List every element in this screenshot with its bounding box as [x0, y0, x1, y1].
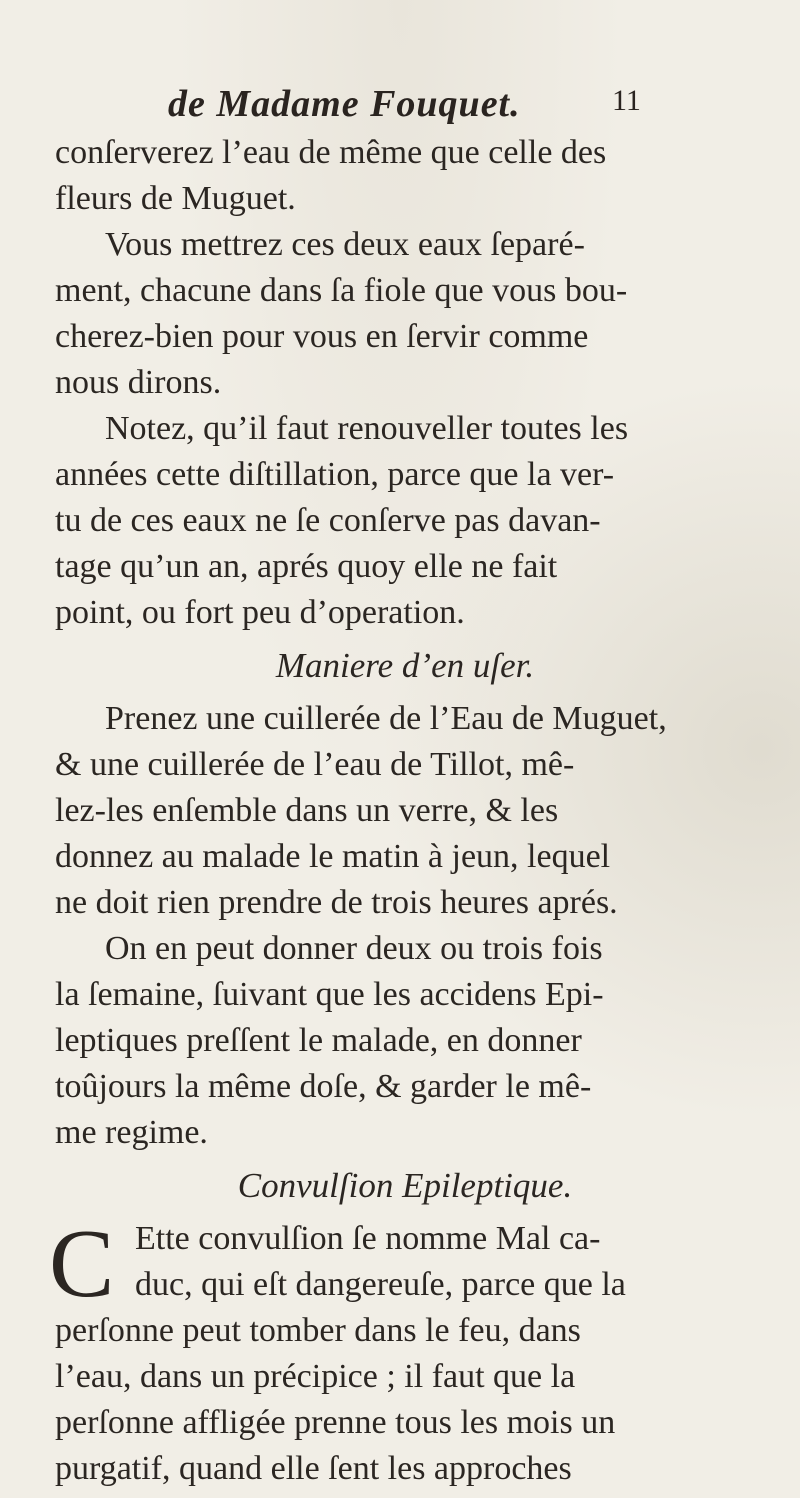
paragraph-1 [55, 130, 755, 222]
page-header [0, 82, 800, 132]
text-line: me regime. [55, 1114, 208, 1151]
text-line: conſerverez l’eau de même que celle des [55, 134, 607, 171]
text-line: & une cuillerée de l’eau de Tillot, mê- [55, 746, 575, 783]
text-line: ne doit rien prendre de trois heures aprés. [55, 884, 618, 921]
text-line: Ette convulſion ſe nomme Mal ca- [135, 1220, 601, 1257]
text-line: duc, qui eſt dangereuſe, parce que la [135, 1266, 626, 1303]
text-line: Vous mettrez ces deux eaux ſeparé- [105, 226, 585, 263]
text-line: purgatif, quand elle ſent les approches [55, 1450, 572, 1487]
text-line: l’eau, dans un précipice ; il faut que la [55, 1358, 576, 1395]
paragraph-2 [55, 222, 755, 406]
text-line: tu de ces eaux ne ſe conſerve pas davan- [55, 502, 601, 539]
text-line: Prenez une cuillerée de l’Eau de Muguet, [105, 700, 667, 737]
text-line: fleurs de Muguet. [55, 180, 296, 217]
text-line: leptiques preſſent le malade, en donner [55, 1022, 582, 1059]
paragraph-3 [55, 406, 755, 636]
text-line: ment, chacune dans ſa fiole que vous bou- [55, 272, 628, 309]
text-line: Notez, qu’il faut renouveller toutes les [105, 410, 629, 447]
paragraph-5 [55, 926, 755, 1156]
text-line: point, ou fort peu d’operation. [55, 594, 465, 631]
drop-cap: C [49, 1210, 115, 1318]
section-heading: Maniere d’en uſer. [275, 646, 535, 685]
text-line: perſonne affligée prenne tous les mois un [55, 1404, 616, 1441]
running-title: de Madame Fouquet. [168, 83, 521, 125]
text-line: On en peut donner deux ou trois fois [105, 930, 603, 967]
text-line: donnez au malade le matin à jeun, lequel [55, 838, 611, 875]
text-line: perſonne peut tomber dans le feu, dans [55, 1312, 581, 1349]
text-line: toûjours la même doſe, & garder le mê- [55, 1068, 592, 1105]
text-line: lez-les enſemble dans un verre, & les [55, 792, 559, 829]
text-line: cherez-bien pour vous en ſervir comme [55, 318, 589, 355]
page-number: 11 [612, 84, 641, 117]
text-line: tage qu’un an, aprés quoy elle ne fait [55, 548, 558, 585]
text-line: la ſemaine, ſuivant que les accidens Epi- [55, 976, 604, 1013]
text-line: années cette diſtillation, parce que la ver- [55, 456, 615, 493]
text-line: nous dirons. [55, 364, 222, 401]
page-body [49, 130, 755, 1492]
paragraph-6 [49, 1210, 755, 1492]
section-heading: Convulſion Epileptique. [237, 1166, 573, 1205]
paragraph-4 [55, 696, 755, 926]
